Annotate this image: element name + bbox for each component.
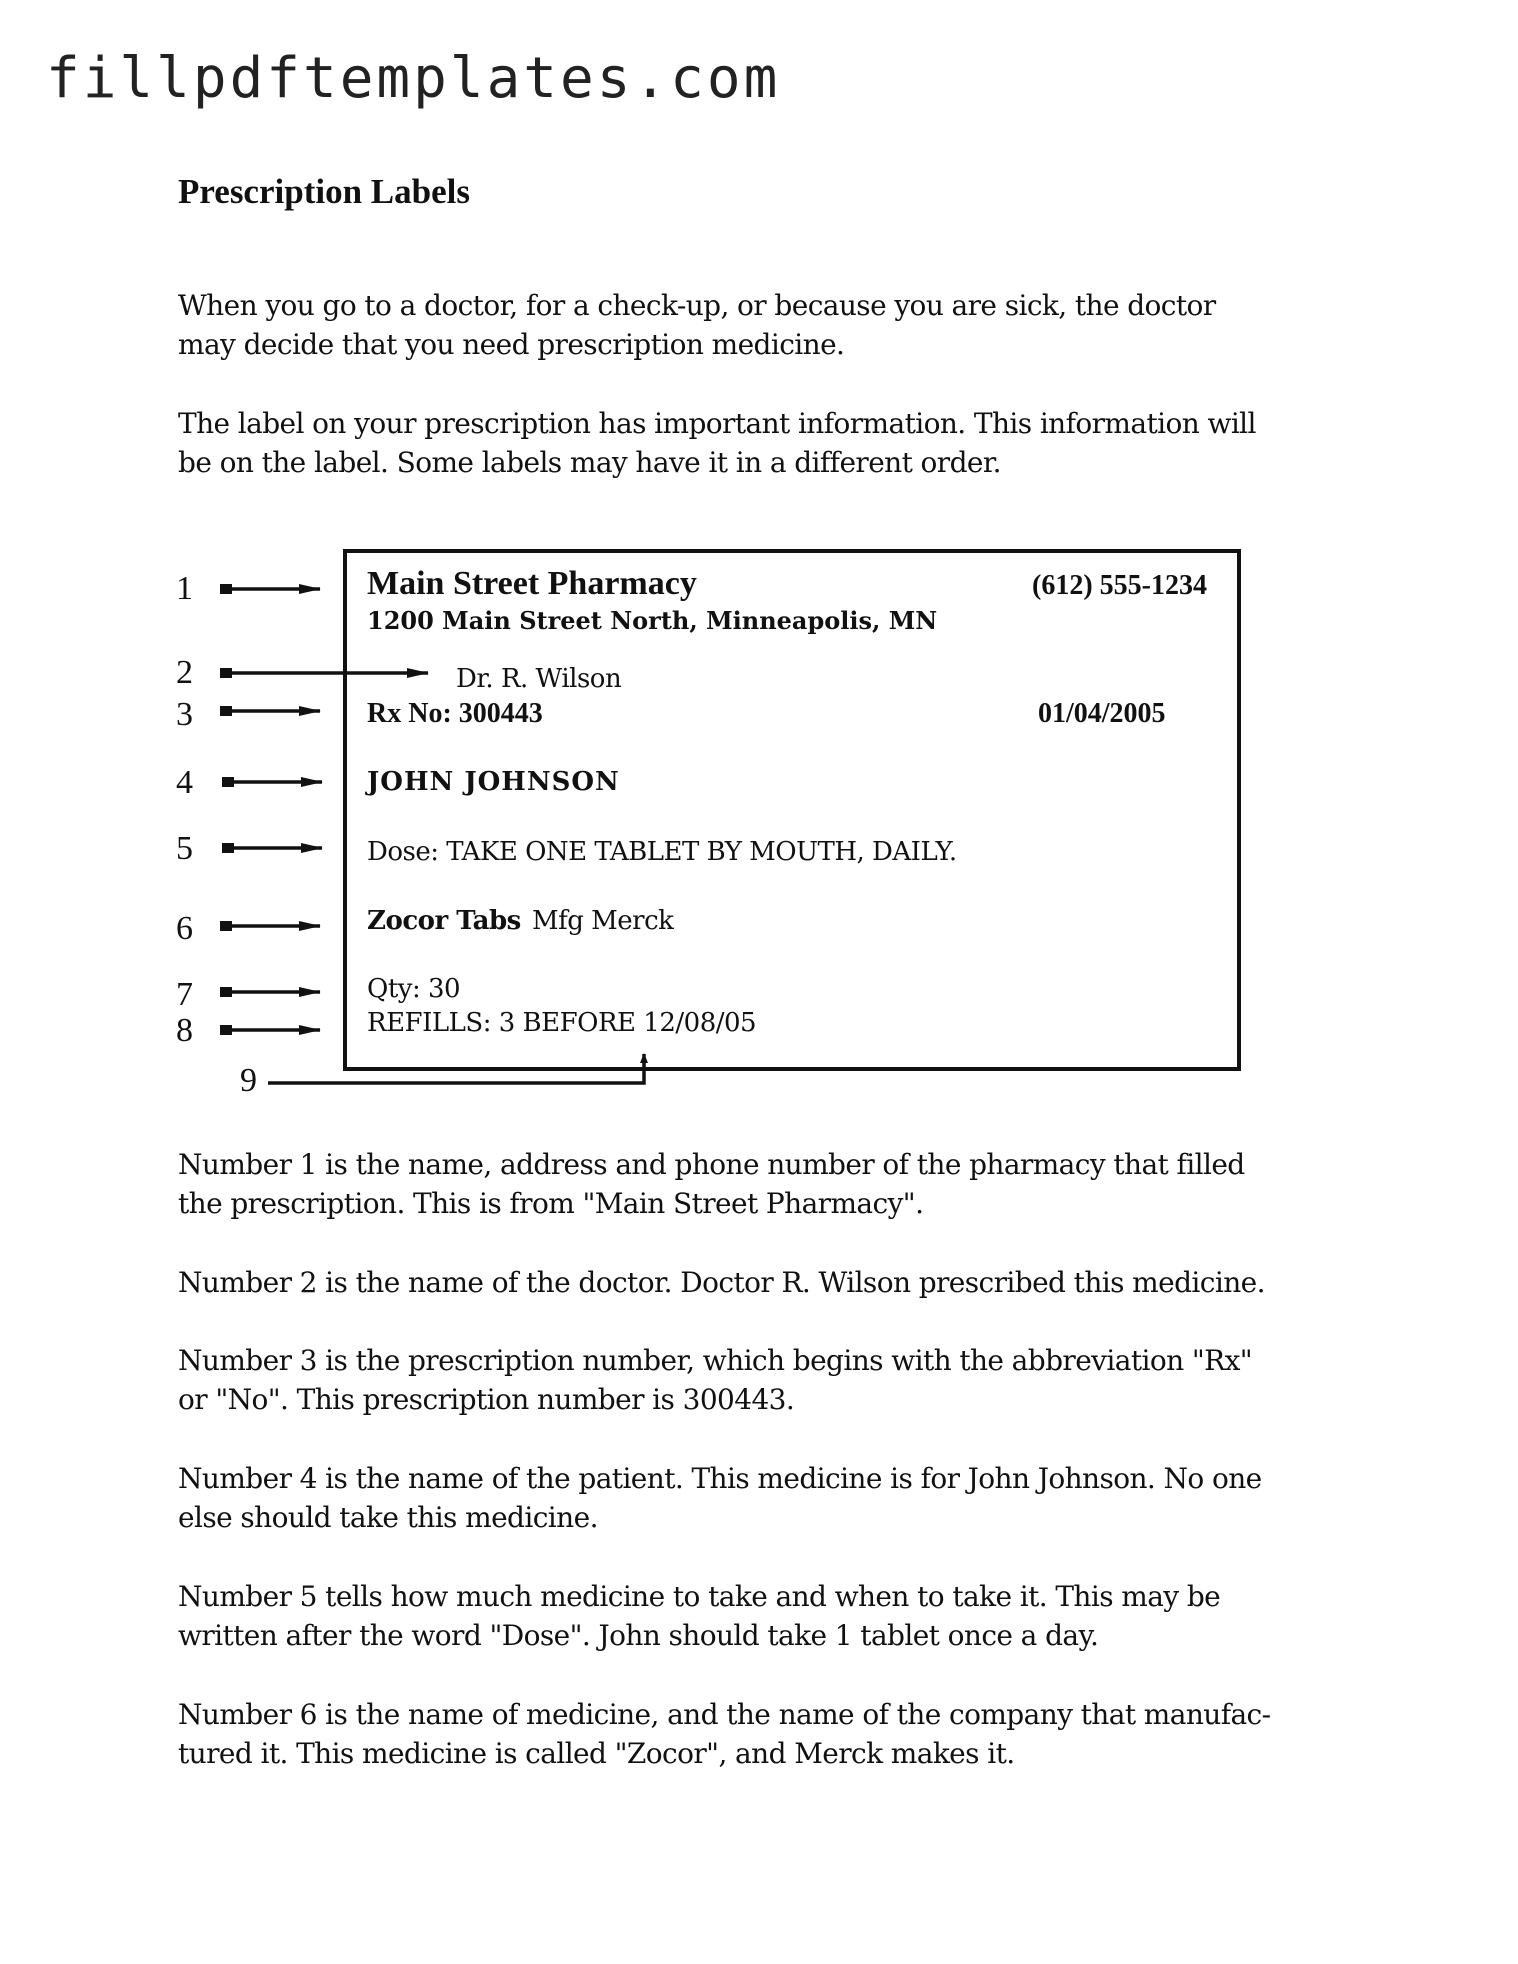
callout-number: 7 bbox=[176, 976, 193, 1013]
explanation-line: written after the word "Dose". John should take 1 tablet once a day. bbox=[178, 1619, 1099, 1652]
pharmacy-phone: (612) 555-1234 bbox=[1032, 570, 1207, 601]
arrow-tail-3 bbox=[220, 706, 232, 716]
explanation-line: Number 5 tells how much medicine to take and when to take it. This may be bbox=[178, 1580, 1221, 1613]
arrow-tail-6 bbox=[220, 921, 232, 931]
callout-number: 9 bbox=[240, 1062, 257, 1099]
patient-name: JOHN JOHNSON bbox=[367, 767, 620, 797]
explanation-line: Number 4 is the name of the patient. This medicine is for John Johnson. No one bbox=[178, 1462, 1262, 1495]
callout-number: 2 bbox=[176, 654, 193, 691]
arrow-tail-1 bbox=[220, 584, 232, 594]
explanation-2 bbox=[178, 1263, 1358, 1302]
explanation-line: Number 3 is the prescription number, which begins with the abbreviation "Rx" bbox=[178, 1344, 1253, 1377]
drug-name: Zocor Tabs bbox=[367, 906, 521, 936]
explanation-6 bbox=[178, 1695, 1358, 1773]
arrow-tail-8 bbox=[220, 1025, 232, 1035]
arrow-tail-7 bbox=[220, 987, 232, 997]
arrow-tail-4 bbox=[222, 777, 234, 787]
pharmacy-name: Main Street Pharmacy bbox=[367, 565, 697, 602]
rx-number: Rx No: 300443 bbox=[367, 698, 543, 729]
manufacturer: Mfg Merck bbox=[532, 906, 674, 936]
explanation-line: Number 6 is the name of medicine, and the name of the company that manufac- bbox=[178, 1698, 1271, 1731]
explanation-3 bbox=[178, 1341, 1358, 1419]
dose-instructions: Dose: TAKE ONE TABLET BY MOUTH, DAILY. bbox=[367, 837, 957, 867]
callout-number: 5 bbox=[176, 830, 193, 867]
watermark: fillpdftemplates.com bbox=[46, 46, 781, 111]
intro-line: When you go to a doctor, for a check-up, or because you are sick, the doctor bbox=[178, 289, 1216, 322]
fill-date: 01/04/2005 bbox=[1038, 698, 1166, 729]
callout-number: 1 bbox=[176, 570, 193, 607]
arrow-tail-2 bbox=[220, 668, 232, 678]
quantity: Qty: 30 bbox=[367, 974, 461, 1004]
callout-number: 6 bbox=[176, 910, 193, 947]
pharmacy-address: 1200 Main Street North, Minneapolis, MN bbox=[367, 606, 938, 635]
explanation-line: the prescription. This is from "Main Street Pharmacy". bbox=[178, 1187, 924, 1220]
arrow-tail-5 bbox=[222, 843, 234, 853]
explanation-line: Number 2 is the name of the doctor. Doctor R. Wilson prescribed this medicine. bbox=[178, 1266, 1265, 1299]
callout-number: 3 bbox=[176, 696, 193, 733]
explanation-4 bbox=[178, 1459, 1358, 1537]
explanation-line: Number 1 is the name, address and phone number of the pharmacy that filled bbox=[178, 1148, 1245, 1181]
refills: REFILLS: 3 BEFORE 12/08/05 bbox=[367, 1008, 757, 1038]
callout-number: 4 bbox=[176, 764, 193, 801]
doctor-name: Dr. R. Wilson bbox=[456, 664, 622, 694]
explanation-5 bbox=[178, 1577, 1358, 1655]
page-title: Prescription Labels bbox=[178, 172, 470, 211]
arrow-9 bbox=[268, 1054, 644, 1083]
callout-number: 8 bbox=[176, 1012, 193, 1049]
explanation-line: tured it. This medicine is called "Zocor", and Merck makes it. bbox=[178, 1737, 1015, 1770]
intro-line: may decide that you need prescription medicine. bbox=[178, 328, 845, 361]
explanation-line: or "No". This prescription number is 300443. bbox=[178, 1383, 795, 1416]
intro-line: The label on your prescription has important information. This information will bbox=[178, 407, 1256, 440]
intro-line: be on the label. Some labels may have it in a different order. bbox=[178, 446, 1001, 479]
explanation-line: else should take this medicine. bbox=[178, 1501, 598, 1534]
explanation-1 bbox=[178, 1145, 1358, 1223]
